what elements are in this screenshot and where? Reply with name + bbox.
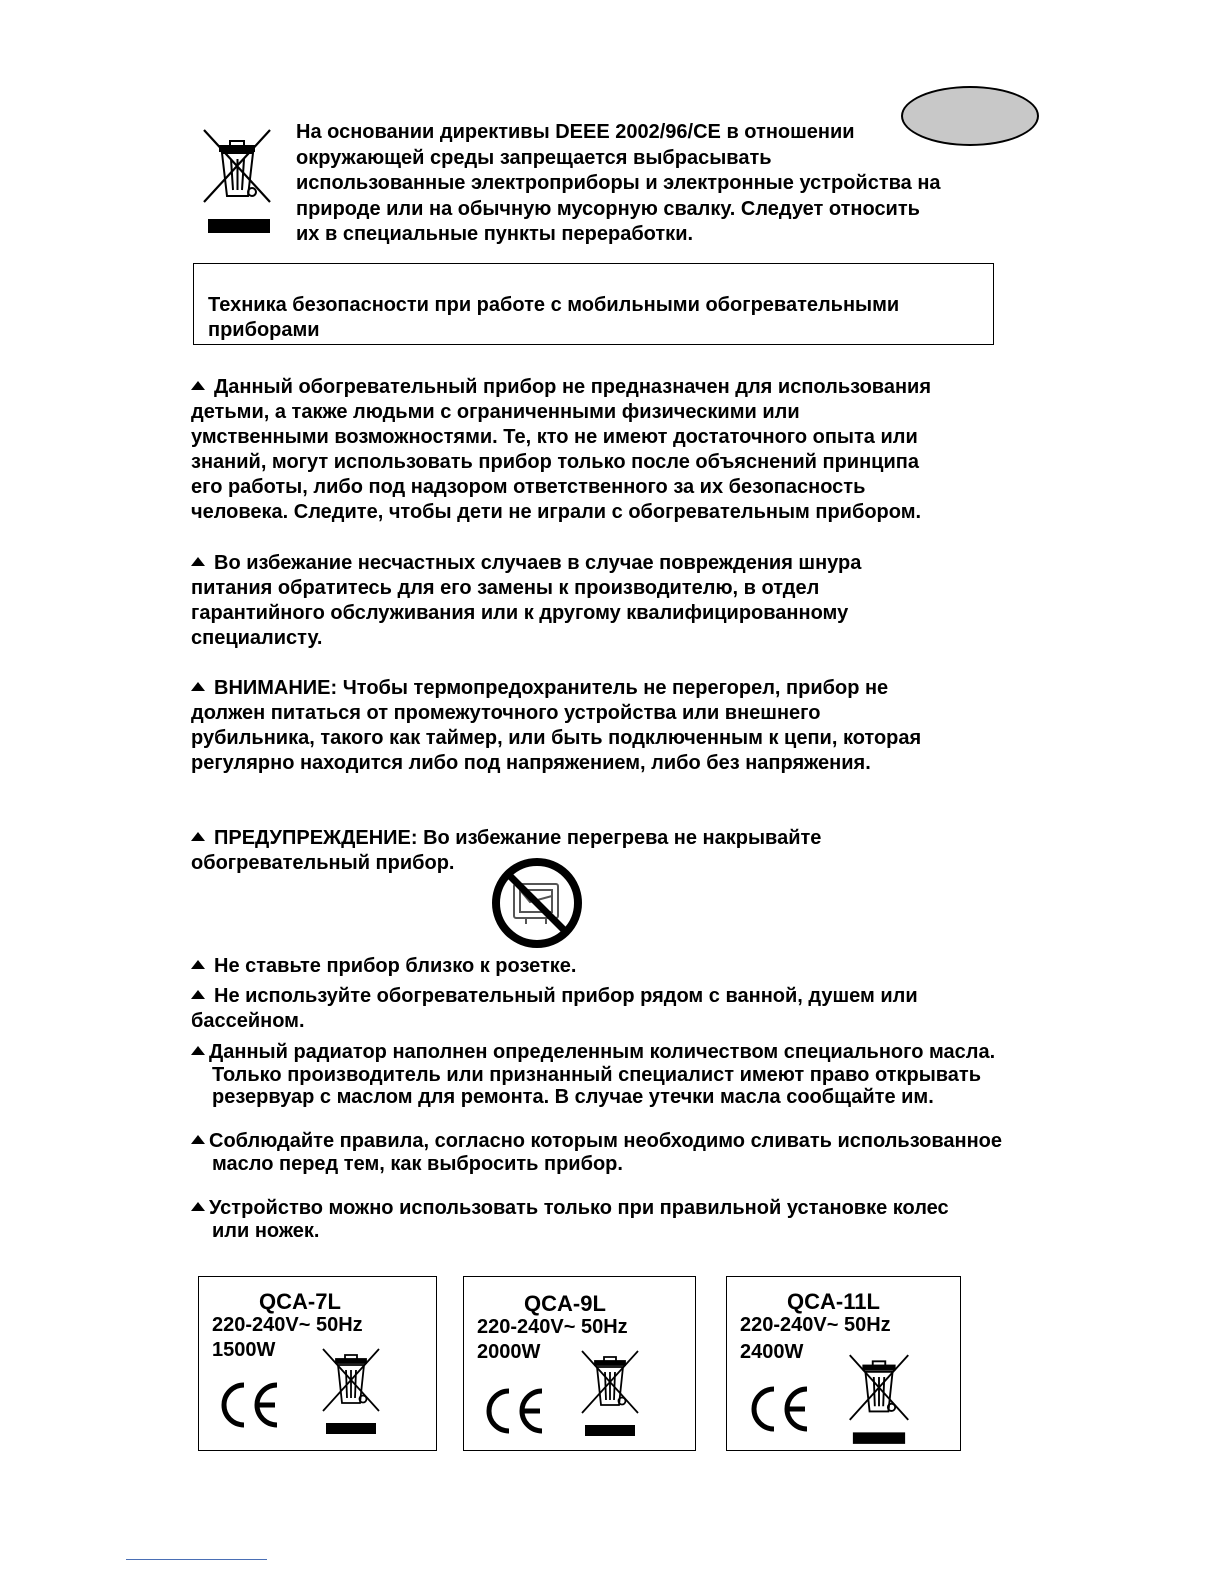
crossed-out-bin-icon xyxy=(845,1353,913,1447)
warning-triangle-icon xyxy=(191,1135,205,1144)
voltage-rating: 220-240V~ 50Hz xyxy=(740,1314,891,1336)
warning-socket xyxy=(191,954,1021,979)
weee-line: На основании директивы DEEE 2002/96/CE в отношении xyxy=(296,121,855,143)
power-rating: 2000W xyxy=(477,1341,541,1363)
power-rating: 2400W xyxy=(740,1341,804,1363)
warning-oil-filled xyxy=(191,1041,1091,1109)
warning-line: должен питаться от промежуточного устройства или внешнего xyxy=(191,702,821,724)
warning-line: питания обратитесь для его замены к производителю, в отдел xyxy=(191,577,820,599)
voltage-rating: 220-240V~ 50Hz xyxy=(212,1314,363,1336)
warning-line: гарантийного обслуживания или к другому квалифицированному xyxy=(191,602,849,624)
warning-triangle-icon xyxy=(191,682,205,691)
voltage-rating: 220-240V~ 50Hz xyxy=(477,1316,628,1338)
warning-line: регулярно находится либо под напряжением, либо без напряжения. xyxy=(191,752,871,774)
warning-oil-disposal xyxy=(191,1130,1091,1175)
warning-wheels xyxy=(191,1197,1091,1242)
ce-mark-icon xyxy=(213,1381,283,1429)
warning-triangle-icon xyxy=(191,990,205,999)
warning-line: человека. Следите, чтобы дети не играли с обогревательным прибором. xyxy=(191,501,922,523)
warning-triangle-icon xyxy=(191,1046,205,1055)
ce-mark-icon xyxy=(743,1385,813,1433)
crossed-out-bin-icon xyxy=(578,1349,642,1439)
crossed-out-bin-icon xyxy=(200,126,276,236)
crossed-out-bin-icon xyxy=(319,1347,383,1437)
warning-line: ПРЕДУПРЕЖДЕНИЕ: Во избежание перегрева не накрывайте xyxy=(214,827,822,849)
warning-line: ВНИМАНИЕ: Чтобы термопредохранитель не перегорел, прибор не xyxy=(214,677,889,699)
model-name: QCA-7L xyxy=(259,1289,341,1314)
warning-bathroom xyxy=(191,984,1021,1034)
warning-line: или ножек. xyxy=(212,1219,320,1242)
warning-triangle-icon xyxy=(191,832,205,841)
warning-triangle-icon xyxy=(191,381,205,390)
weee-line: использованные электроприборы и электронные устройства на xyxy=(296,172,941,194)
warning-do-not-cover xyxy=(191,826,1021,876)
warning-line: Только производитель или признанный специалист имеют право открывать xyxy=(212,1063,982,1086)
model-name: QCA-9L xyxy=(524,1291,606,1316)
warning-line: Не ставьте прибор близко к розетке. xyxy=(214,955,577,977)
warning-children xyxy=(191,375,1021,525)
do-not-cover-icon xyxy=(490,856,584,950)
weee-line: природе или на обычную мусорную свалку. Следует относить xyxy=(296,197,920,220)
warning-power-cord xyxy=(191,551,1021,651)
rating-label-qca-7l xyxy=(198,1276,437,1451)
power-rating: 1500W xyxy=(212,1339,276,1361)
gray-oval-mark xyxy=(901,86,1039,146)
warning-line: специалисту. xyxy=(191,627,323,649)
warning-line: Соблюдайте правила, согласно которым необходимо сливать использованное xyxy=(209,1130,1003,1152)
warning-line: Во избежание несчастных случаев в случае повреждения шнура xyxy=(214,552,862,574)
warning-line: детьми, а также людьми с ограниченными физическими или xyxy=(191,401,800,423)
rating-label-qca-11l xyxy=(726,1276,961,1451)
warning-line: умственными возможностями. Те, кто не имеют достаточного опыта или xyxy=(191,426,918,448)
weee-line: их в специальные пункты переработки. xyxy=(296,223,694,245)
weee-line: окружающей среды запрещается выбрасывать xyxy=(296,146,772,169)
warning-thermal-fuse xyxy=(191,676,1021,776)
warning-triangle-icon xyxy=(191,960,205,969)
section-title-box xyxy=(193,263,994,345)
warning-line: резервуар с маслом для ремонта. В случае утечки масла сообщайте им. xyxy=(212,1086,934,1108)
warning-line: Данный обогревательный прибор не предназначен для использования xyxy=(214,376,931,398)
warning-line: Устройство можно использовать только при правильной установке колес xyxy=(209,1197,949,1219)
warning-line: Данный радиатор наполнен определенным количеством специального масла. xyxy=(209,1041,996,1063)
warning-line: бассейном. xyxy=(191,1010,305,1032)
footer-rule xyxy=(126,1559,267,1560)
warning-line: Не используйте обогревательный прибор рядом с ванной, душем или xyxy=(214,985,918,1007)
section-title: Техника безопасности при работе с мобильными обогревательными приборами xyxy=(208,294,900,341)
model-name: QCA-11L xyxy=(787,1289,880,1314)
warning-line: его работы, либо под надзором ответственного за их безопасность xyxy=(191,476,866,498)
warning-triangle-icon xyxy=(191,1202,205,1211)
warning-triangle-icon xyxy=(191,557,205,566)
warning-line: масло перед тем, как выбросить прибор. xyxy=(212,1152,623,1175)
ce-mark-icon xyxy=(478,1387,548,1435)
rating-label-qca-9l xyxy=(463,1276,696,1451)
warning-line: рубильника, такого как таймер, или быть подключенным к цепи, которая xyxy=(191,727,922,749)
warning-line: обогревательный прибор. xyxy=(191,852,455,874)
warning-line: знаний, могут использовать прибор только после объяснений принципа xyxy=(191,451,919,473)
